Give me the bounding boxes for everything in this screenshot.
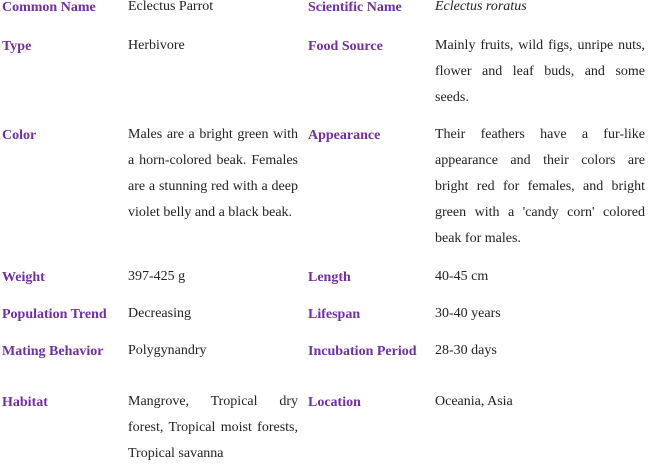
weight-label: Weight — [2, 270, 45, 285]
appearance-value: Their feathers have a fur-like appearance and their colors are bright red for females, and bright green with a 'candy corn' colored beak for males. — [435, 127, 645, 246]
food-source-value: Mainly fruits, wild figs, unripe nuts, flower and leaf buds, and some seeds. — [435, 38, 645, 105]
food-source-label: Food Source — [308, 39, 383, 54]
weight-value: 397-425 g — [128, 269, 186, 284]
population-trend-value: Decreasing — [128, 306, 191, 321]
type-label: Type — [2, 39, 32, 54]
appearance-label: Appearance — [308, 128, 381, 143]
location-value: Oceania, Asia — [435, 394, 513, 409]
lifespan-label: Lifespan — [308, 307, 361, 322]
habitat-value: Mangrove, Tropical dry forest, Tropical moist forests, Tropical savanna — [128, 394, 298, 461]
lifespan-value: 30-40 years — [435, 306, 501, 321]
length-value: 40-45 cm — [435, 269, 489, 284]
incubation-period-value: 28-30 days — [435, 343, 497, 358]
scientific-name-label: Scientific Name — [308, 0, 402, 15]
population-trend-label: Population Trend — [2, 307, 107, 322]
length-label: Length — [308, 270, 351, 285]
color-label: Color — [2, 128, 37, 143]
habitat-label: Habitat — [2, 395, 48, 410]
common-name-value: Eclectus Parrot — [128, 0, 214, 14]
incubation-period-label: Incubation Period — [308, 344, 417, 359]
common-name-label: Common Name — [2, 0, 96, 15]
color-value: Males are a bright green with a horn-colored beak. Females are a stunning red with a deep violet belly and a black beak. — [128, 127, 298, 220]
scientific-name-value: Eclectus roratus — [435, 0, 527, 14]
location-label: Location — [308, 395, 361, 410]
mating-behavior-value: Polygynandry — [128, 343, 207, 358]
type-value: Herbivore — [128, 38, 185, 53]
mating-behavior-label: Mating Behavior — [2, 344, 104, 359]
